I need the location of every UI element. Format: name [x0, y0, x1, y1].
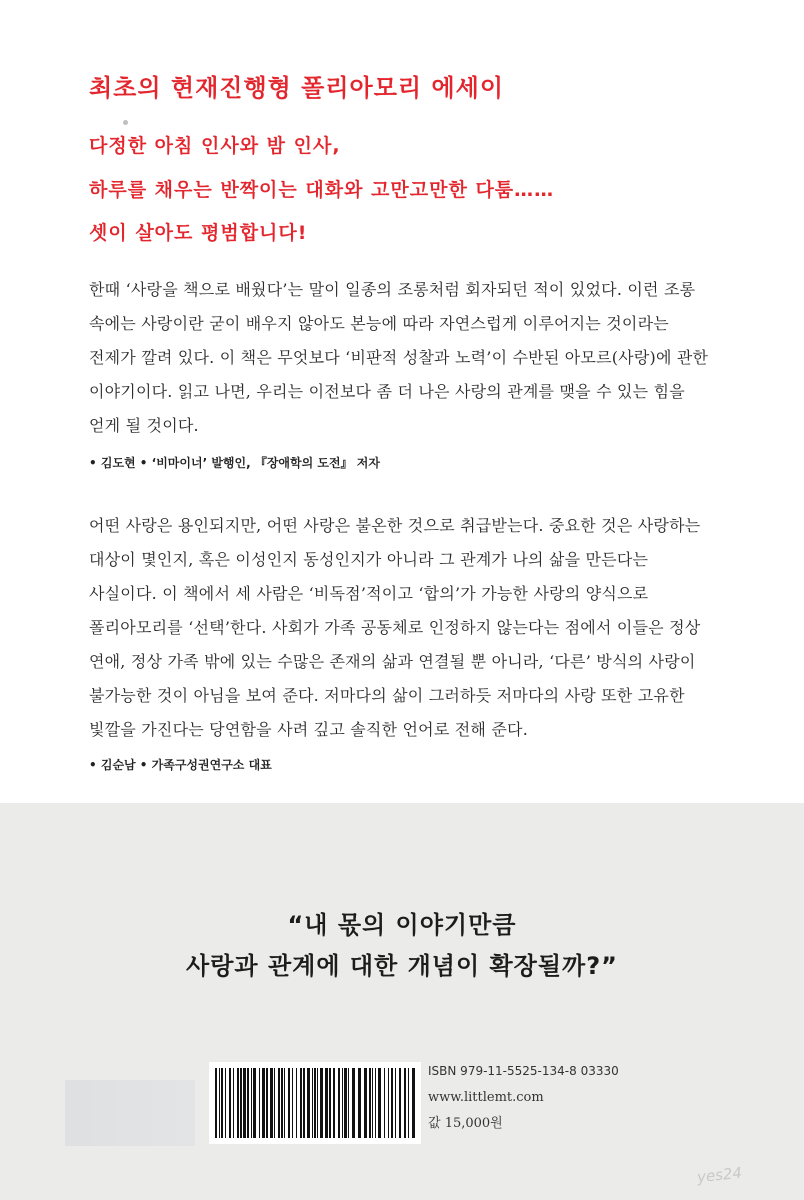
review-1-line: 속에는 사랑이란 굳이 배우지 않아도 본능에 따라 자연스럽게 이루어지는 것이라는 — [89, 314, 669, 333]
barcode-bar — [278, 1068, 280, 1138]
barcode-bar — [221, 1068, 223, 1138]
isbn-text: ISBN 979-11-5525-134-8 03330 — [428, 1064, 619, 1078]
review-2-body — [89, 509, 729, 747]
barcode-bar — [338, 1068, 340, 1138]
barcode-bar — [358, 1068, 361, 1138]
barcode-bar — [348, 1068, 349, 1138]
pull-quote-line-1: “내 몫의 이야기만큼 — [287, 911, 517, 939]
barcode-bar — [364, 1068, 367, 1138]
watermark-logo: yes24 — [696, 1163, 743, 1187]
barcode-bar — [288, 1068, 290, 1138]
barcode-bar — [317, 1068, 318, 1138]
barcode-bar — [342, 1068, 343, 1138]
barcode-bar — [266, 1068, 268, 1138]
review-2-attribution: • 김순남 • 가족구성권연구소 대표 — [89, 758, 272, 772]
barcode-bar — [233, 1068, 234, 1138]
barcode-bar — [259, 1068, 260, 1138]
barcode-bar — [408, 1068, 409, 1138]
review-1-line: 한때 ‘사랑을 책으로 배웠다’는 말이 일종의 조롱처럼 회자되던 적이 있었다. 이런 조롱 — [89, 280, 696, 299]
barcode-bar — [404, 1068, 406, 1138]
review-2-line: 어떤 사랑은 용인되지만, 어떤 사랑은 불온한 것으로 취급받는다. 중요한 것은 사랑하는 — [89, 516, 701, 535]
barcode-bar — [229, 1068, 231, 1138]
price-text: 값 15,000원 — [428, 1116, 503, 1131]
barcode-bar — [412, 1068, 415, 1138]
barcode-bar — [251, 1068, 252, 1138]
barcode-bar — [284, 1068, 285, 1138]
barcode-bar — [253, 1068, 256, 1138]
barcode-bar — [395, 1068, 396, 1138]
barcode-bar — [219, 1068, 220, 1138]
barcode-bar — [344, 1068, 347, 1138]
barcode-bar — [307, 1068, 310, 1138]
barcode-bar — [262, 1068, 265, 1138]
pull-quote-line-2: 사랑과 관계에 대한 개념이 확장될까?” — [186, 952, 618, 980]
barcode-bar — [243, 1068, 246, 1138]
barcode-bar — [378, 1068, 381, 1138]
barcode-bar — [325, 1068, 328, 1138]
faded-barcode-sticker — [65, 1080, 195, 1146]
review-1-line: 이야기이다. 읽고 나면, 우리는 이전보다 좀 더 나은 사랑의 관계를 맺을 수 있는 힘을 — [89, 382, 685, 401]
barcode-bar — [333, 1068, 335, 1138]
barcode-bar — [215, 1068, 217, 1138]
barcode-bar — [399, 1068, 401, 1138]
barcode-bar — [270, 1068, 273, 1138]
barcode-bar — [300, 1068, 302, 1138]
review-2-line: 불가능한 것이 아님을 보여 준다. 저마다의 삶이 그러하듯 저마다의 사랑 또한 고유한 — [89, 686, 685, 705]
barcode-bar — [296, 1068, 297, 1138]
review-1-attribution: • 김도현 • ‘비마이너’ 발행인, 『장애학의 도전』 저자 — [89, 456, 380, 470]
review-1-line: 전제가 깔려 있다. 이 책은 무엇보다 ‘비판적 성찰과 노력’이 수반된 아모르(사랑)에 관한 — [89, 348, 709, 367]
barcode-bar — [369, 1068, 371, 1138]
barcode-bar — [247, 1068, 249, 1138]
barcode-bar — [312, 1068, 313, 1138]
barcode-bar — [352, 1068, 355, 1138]
barcode-bar — [281, 1068, 283, 1138]
publisher-url: www.littlemt.com — [428, 1090, 544, 1105]
barcode-bar — [237, 1068, 239, 1138]
barcode-bar — [225, 1068, 226, 1138]
barcode-bar — [384, 1068, 385, 1138]
barcode-bar — [388, 1068, 389, 1138]
barcode-bar — [314, 1068, 316, 1138]
subheadline-2: 하루를 채우는 반짝이는 대화와 고만고만한 다툼…… — [89, 179, 555, 201]
print-speck — [123, 120, 128, 125]
barcode-bars — [209, 1062, 421, 1144]
barcode-bar — [292, 1068, 293, 1138]
barcode-bar — [320, 1068, 323, 1138]
headline: 최초의 현재진행형 폴리아모리 에세이 — [89, 74, 505, 102]
barcode-bar — [274, 1068, 275, 1138]
review-1-line: 얻게 될 것이다. — [89, 416, 199, 435]
barcode-bar — [303, 1068, 305, 1138]
review-2-line: 사실이다. 이 책에서 세 사람은 ‘비독점’적이고 ‘합의’가 가능한 사랑의 양식으로 — [89, 584, 649, 603]
barcode — [209, 1062, 421, 1144]
review-2-line: 폴리아모리를 ‘선택’한다. 사회가 가족 공동체로 인정하지 않는다는 점에서 이들은 정상 — [89, 618, 701, 637]
review-1-body — [89, 273, 729, 443]
barcode-bar — [329, 1068, 331, 1138]
review-2-line: 빛깔을 가진다는 당연함을 사려 깊고 솔직한 언어로 전해 준다. — [89, 720, 528, 739]
review-2-line: 대상이 몇인지, 혹은 이성인지 동성인지가 아니라 그 관계가 나의 삶을 만든다는 — [89, 550, 649, 569]
subheadline-3: 셋이 살아도 평범합니다! — [89, 222, 308, 244]
review-2-line: 연애, 정상 가족 밖에 있는 수많은 존재의 삶과 연결될 뿐 아니라, ‘다른’ 방식의 사랑이 — [89, 652, 696, 671]
barcode-bar — [391, 1068, 393, 1138]
barcode-bar — [375, 1068, 376, 1138]
barcode-bar — [240, 1068, 242, 1138]
barcode-bar — [372, 1068, 373, 1138]
subheadline-1: 다정한 아침 인사와 밤 인사, — [89, 135, 341, 157]
